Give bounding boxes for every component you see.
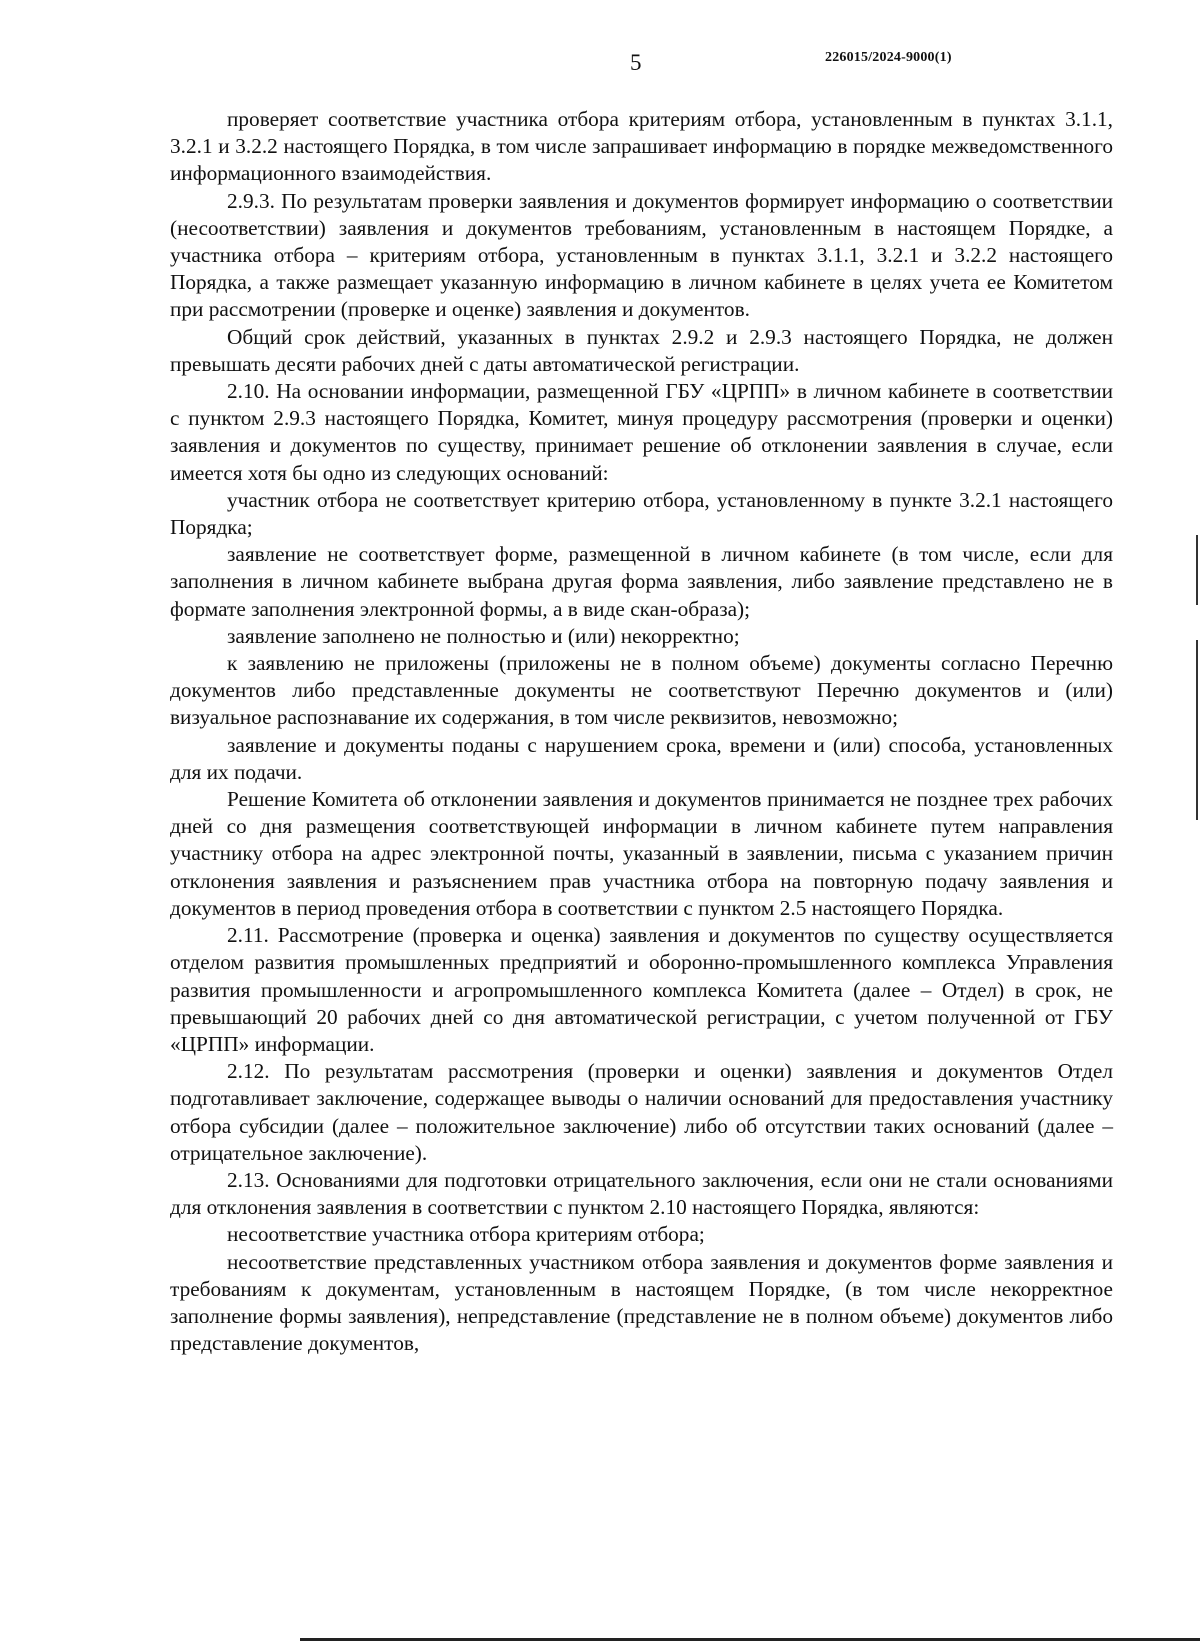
- page-number: 5: [630, 50, 642, 75]
- paragraph-total-term: Общий срок действий, указанных в пунктах 2.9.2 и 2.9.3 настоящего Порядка, не должен превышать десяти рабочих дней с даты автоматической регистрации.: [170, 324, 1113, 376]
- paragraph-2-9-3: 2.9.3. По результатам проверки заявления и документов формирует информацию о соответствии (несоответствии) заявления и документов требованиям, установленным в настоящем Порядке, а участника отбора – критериям отбора, установленным в пунктах 3.1.1, 3.2.1 и 3.2.2 настоящего Порядка, а также размещает указанную информацию в личном кабинете в целях учета ее Комитетом при рассмотрении (проверке и оценке) заявления и документов.: [170, 188, 1113, 322]
- document-body: [170, 106, 1113, 1357]
- document-code: 226015/2024-9000(1): [825, 50, 952, 65]
- paragraph-2-12: 2.12. По результатам рассмотрения (проверки и оценки) заявления и документов Отдел подготавливает заключение, содержащее выводы о наличии оснований для предоставления участнику отбора субсидии (далее – положительное заключение) либо об отсутствии таких оснований (далее – отрицательное заключение).: [170, 1059, 1113, 1165]
- paragraph-2-13: 2.13. Основаниями для подготовки отрицательного заключения, если они не стали основаниями для отклонения заявления в соответствии с пунктом 2.10 настоящего Порядка, являются:: [170, 1167, 1113, 1220]
- paragraph-2-10: 2.10. На основании информации, размещенной ГБУ «ЦРПП» в личном кабинете в соответствии с пунктом 2.9.3 настоящего Порядка, Комитет, минуя процедуру рассмотрения (проверки и оценки) заявления и документов по существу, принимает решение об отклонении заявления в случае, если имеется хотя бы одно из следующих оснований:: [170, 379, 1113, 485]
- list-item-criterion: участник отбора не соответствует критерию отбора, установленному в пункте 3.2.1 настоящего Порядка;: [170, 487, 1113, 540]
- scan-edge-right: [1196, 640, 1198, 820]
- paragraph-rejection-decision: Решение Комитета об отклонении заявления и документов принимается не позднее трех рабочих дней со дня размещения соответствующей информации в личном кабинете путем направления участнику отбора на адрес электронной почты, указанный в заявлении, письма с указанием причин отклонения заявления и разъяснением прав участника отбора на повторную подачу заявления и документов в период проведения отбора в соответствии с пунктом 2.5 настоящего Порядка.: [170, 787, 1113, 920]
- list-item-documents-mismatch: несоответствие представленных участником отбора заявления и документов форме заявления и требованиям к документам, установленным в настоящем Порядке, (в том числе некорректное заполнение формы заявления), непредставление (представление не в полном объеме) документов либо представление документов,: [170, 1249, 1113, 1356]
- list-item-criteria-mismatch: несоответствие участника отбора критериям отбора;: [227, 1222, 705, 1247]
- paragraph-2-11: 2.11. Рассмотрение (проверка и оценка) заявления и документов по существу осуществляется отделом развития промышленных предприятий и оборонно-промышленного комплекса Управления развития промышленности и агропромышленного комплекса Комитета (далее – Отдел) в срок, не превышающий 20 рабочих дней со дня автоматической регистрации, с учетом полученной от ГБУ «ЦРПП» информации.: [170, 923, 1113, 1056]
- list-item-documents: к заявлению не приложены (приложены не в полном объеме) документы согласно Перечню документов либо представленные документы не соответствуют Перечню документов и (или) визуальное распознавание их содержания, в том числе реквизитов, невозможно;: [170, 651, 1113, 730]
- list-item-deadline: заявление и документы поданы с нарушением срока, времени и (или) способа, установленных для их подачи.: [170, 732, 1113, 784]
- list-item-incomplete: заявление заполнено не полностью и (или) некорректно;: [227, 623, 740, 648]
- paragraph-criteria-check: проверяет соответствие участника отбора критериям отбора, установленным в пунктах 3.1.1, 3.2.1 и 3.2.2 настоящего Порядка, в том числе запрашивает информацию в порядке межведомственного информационного взаимодействия.: [170, 107, 1113, 186]
- scan-edge-right: [1196, 535, 1198, 605]
- list-item-form: заявление не соответствует форме, размещенной в личном кабинете (в том числе, если для заполнения в личном кабинете выбрана другая форма заявления, либо заявление представлено не в формате заполнения электронной формы, а в виде скан-образа);: [170, 542, 1113, 621]
